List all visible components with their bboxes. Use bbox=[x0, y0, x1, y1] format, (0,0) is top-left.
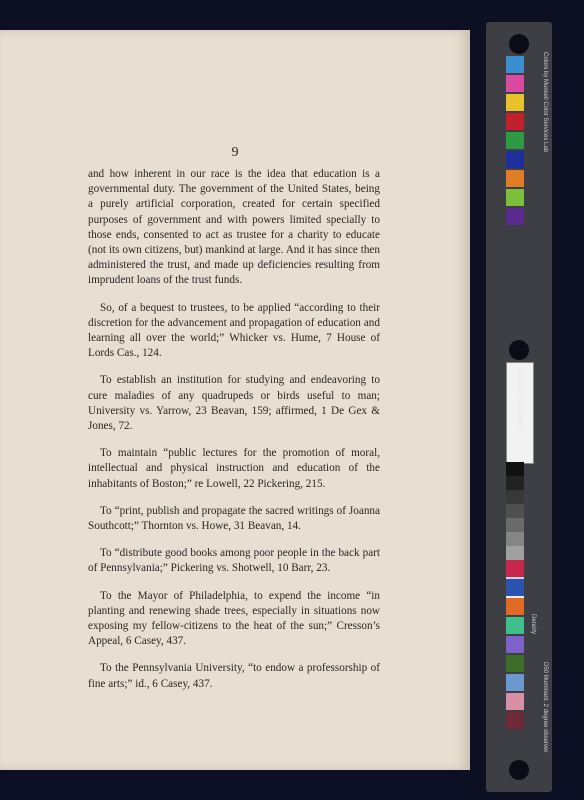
paragraph-5: To “print, publish and propagate the sacred writings of Joanna Southcott;” Thornton vs. Howe, 31 Beavan, 14. bbox=[88, 504, 380, 533]
punch-hole bbox=[509, 760, 529, 780]
color-patch bbox=[506, 208, 524, 225]
color-patch bbox=[506, 674, 524, 691]
body-text bbox=[88, 167, 380, 704]
gray-patch bbox=[506, 518, 524, 532]
color-patch bbox=[506, 712, 524, 729]
color-patch bbox=[506, 189, 524, 206]
color-patch bbox=[506, 113, 524, 130]
color-patch bbox=[506, 170, 524, 187]
color-patch bbox=[506, 693, 524, 710]
paragraph-7: To the Mayor of Philadelphia, to expend the income “in planting and renewing shade trees, especially in situations now exposing my fellow-citizens to the heat of the sun;” Cresson’s Appeal, 6 Casey, 437. bbox=[88, 589, 380, 648]
color-patch bbox=[506, 132, 524, 149]
target-density-label: Density bbox=[530, 614, 536, 635]
book-page bbox=[0, 30, 470, 770]
target-brand-label: Golden Thread bbox=[516, 367, 526, 428]
paragraph-3: To establish an institution for studying and endeavoring to cure maladies of any quadrupeds or birds useful to man; University vs. Yarrow, 23 Beavan, 159; affirmed, 1 De Gex & Jones, 72. bbox=[88, 374, 380, 433]
gray-patch bbox=[506, 532, 524, 546]
color-patch bbox=[506, 56, 524, 73]
gray-patch bbox=[506, 490, 524, 504]
gray-patch bbox=[506, 504, 524, 518]
color-patch bbox=[506, 151, 524, 168]
color-patch bbox=[506, 75, 524, 92]
color-patch bbox=[506, 94, 524, 111]
paragraph-8: To the Pennsylvania University, “to endow a professorship of fine arts;” id., 6 Casey, 437. bbox=[88, 662, 380, 690]
color-patch bbox=[506, 655, 524, 672]
punch-hole bbox=[509, 340, 529, 360]
paragraph-4: To maintain “public lectures for the promotion of moral, intellectual and physical instruction and education of the inhabitants of Boston;” re Lowell, 22 Pickering, 215. bbox=[88, 447, 380, 490]
color-patch bbox=[506, 598, 524, 615]
gray-patch bbox=[506, 546, 524, 560]
color-patch bbox=[506, 617, 524, 634]
color-patch bbox=[506, 636, 524, 653]
target-side-label: Colors by Munsell Color Services Lab bbox=[542, 52, 548, 153]
punch-hole bbox=[509, 34, 529, 54]
color-patches-top bbox=[506, 56, 524, 227]
color-patch bbox=[506, 560, 524, 577]
paragraph-1: and how inherent in our race is the idea that education is a governmental duty. The government of the United States, being a purely artificial corporation, created for certain specified purposes of government and with powers limited specially to those ends, consented to act as trustee for a charity to educate (not its own citizens, but) mankind at large. And it has since then administered the trust, and made up deficiencies resulting from imprudent loans of the trust funds. bbox=[88, 168, 380, 287]
color-calibration-target bbox=[486, 22, 552, 792]
paragraph-6: To “distribute good books among poor people in the back part of Pennsylvania;” Pickering vs. Shotwell, 10 Barr, 23. bbox=[88, 547, 380, 575]
page-number: 9 bbox=[231, 145, 239, 160]
paragraph-2: So, of a bequest to trustees, to be applied “according to their discretion for the advancement and propagation of education and learning all over the world;” Whicker vs. Hume, 7 House of Lords Cas., 124. bbox=[88, 301, 380, 360]
target-bottom-label: D50 Illuminant, 2 degree observer bbox=[542, 662, 548, 753]
gray-patch bbox=[506, 476, 524, 490]
gray-patch bbox=[506, 462, 524, 476]
color-patch bbox=[506, 579, 524, 596]
color-patches-bottom bbox=[506, 560, 524, 731]
